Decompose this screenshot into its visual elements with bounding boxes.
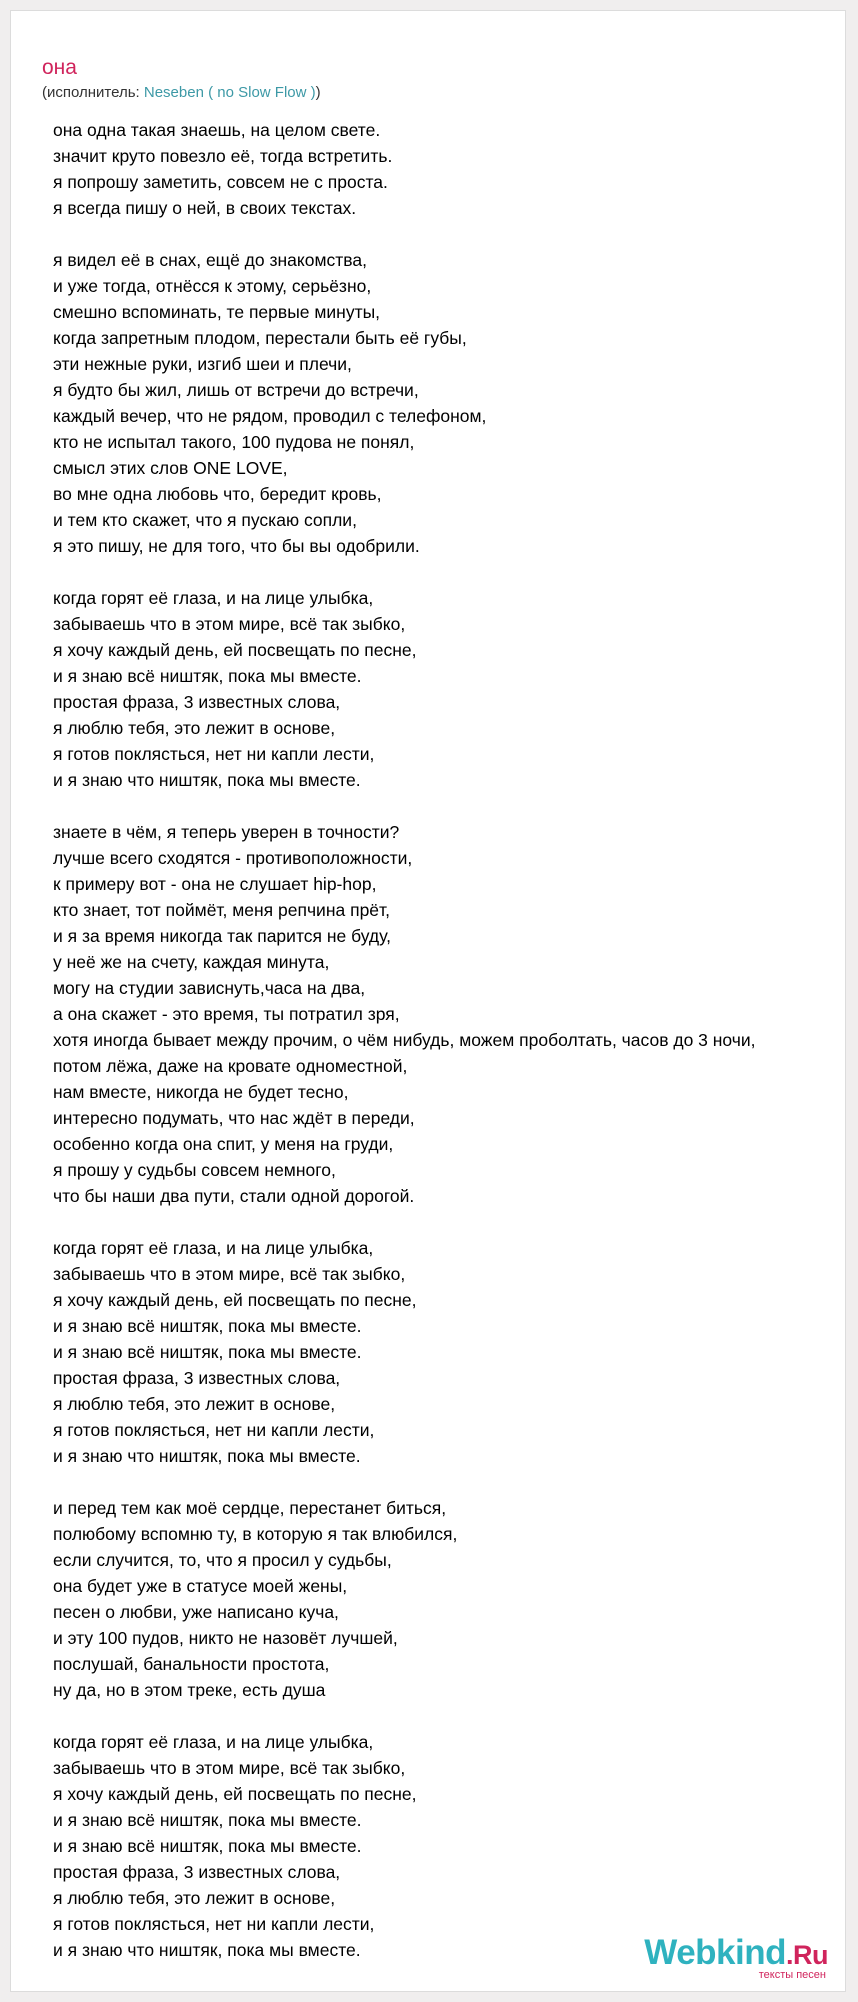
stanza-gap (53, 793, 858, 819)
artist-suffix: ) (315, 84, 321, 101)
lyric-line: забываешь что в этом мире, всё так зыбко, (53, 614, 406, 634)
logo-wordmark (644, 1935, 828, 1973)
lyric-line: и тем кто скажет, что я пускаю сопли, (53, 510, 357, 530)
lyric-line: я готов поклясться, нет ни капли лести, (53, 1914, 375, 1934)
artist-line (42, 84, 321, 102)
lyric-line: и я знаю всё ништяк, пока мы вместе. (53, 1810, 362, 1830)
lyric-line: простая фраза, 3 известных слова, (53, 1368, 341, 1388)
lyric-line: я хочу каждый день, ей посвещать по песне, (53, 1784, 417, 1804)
lyric-line: и уже тогда, отнёсся к этому, серьёзно, (53, 276, 372, 296)
lyric-line: интересно подумать, что нас ждёт в переди, (53, 1108, 415, 1128)
stanza-gap (53, 1703, 858, 1729)
lyric-line: я люблю тебя, это лежит в основе, (53, 718, 336, 738)
lyric-line: я готов поклясться, нет ни капли лести, (53, 1420, 375, 1440)
lyric-line: у неё же на счету, каждая минута, (53, 952, 330, 972)
lyric-line: я готов поклясться, нет ни капли лести, (53, 744, 375, 764)
song-title: она (42, 56, 77, 79)
stanza-gap (53, 559, 858, 585)
lyrics-body (53, 117, 858, 1963)
lyric-line: могу на студии зависнуть,часа на два, (53, 978, 366, 998)
lyric-line: хотя иногда бывает между прочим, о чём нибудь, можем проболтать, часов до 3 ночи, (53, 1030, 756, 1050)
lyric-line: когда горят её глаза, и на лице улыбка, (53, 1238, 374, 1258)
lyric-line: простая фраза, 3 известных слова, (53, 692, 341, 712)
lyric-line: к примеру вот - она не слушает hip-hop, (53, 874, 377, 894)
lyric-line: и перед тем как моё сердце, перестанет биться, (53, 1498, 447, 1518)
lyric-line: если случится, то, что я просил у судьбы, (53, 1550, 392, 1570)
lyric-line: когда запретным плодом, перестали быть её губы, (53, 328, 467, 348)
logo-tld: .Ru (786, 1940, 828, 1970)
page-card (10, 10, 846, 1992)
lyric-line: песен о любви, уже написано куча, (53, 1602, 339, 1622)
lyric-line: и я знаю всё ништяк, пока мы вместе. (53, 666, 362, 686)
lyric-line: я хочу каждый день, ей посвещать по песне, (53, 1290, 417, 1310)
lyric-line: кто не испытал такого, 100 пудова не понял, (53, 432, 415, 452)
lyric-line: что бы наши два пути, стали одной дорогой. (53, 1186, 415, 1206)
logo-name: Webkind (644, 1933, 786, 1972)
lyric-line: и я за время никогда так парится не буду, (53, 926, 391, 946)
lyric-line: и я знаю что ништяк, пока мы вместе. (53, 1446, 361, 1466)
lyric-line: и я знаю всё ништяк, пока мы вместе. (53, 1342, 362, 1362)
stanza-gap (53, 1209, 858, 1235)
lyric-line: эти нежные руки, изгиб шеи и плечи, (53, 354, 352, 374)
lyric-line: я люблю тебя, это лежит в основе, (53, 1888, 336, 1908)
lyric-line: знаете в чём, я теперь уверен в точности? (53, 822, 400, 842)
lyric-line: и я знаю что ништяк, пока мы вместе. (53, 1940, 361, 1960)
logo-tagline: тексты песен (758, 1969, 826, 1981)
lyric-line: забываешь что в этом мире, всё так зыбко, (53, 1264, 406, 1284)
lyric-line: я прошу у судьбы совсем немного, (53, 1160, 336, 1180)
stanza-gap (53, 221, 858, 247)
lyric-line: лучше всего сходятся - противоположности, (53, 848, 413, 868)
lyric-line: потом лёжа, даже на кровате одноместной, (53, 1056, 408, 1076)
lyric-line: она будет уже в статусе моей жены, (53, 1576, 348, 1596)
lyric-line: кто знает, тот поймёт, меня репчина прёт, (53, 900, 390, 920)
lyric-line: я попрошу заметить, совсем не с проста. (53, 172, 388, 192)
lyric-line: каждый вечер, что не рядом, проводил с телефоном, (53, 406, 487, 426)
lyric-line: послушай, банальности простота, (53, 1654, 330, 1674)
lyric-line: смысл этих слов ONE LOVE, (53, 458, 288, 478)
lyric-line: простая фраза, 3 известных слова, (53, 1862, 341, 1882)
lyric-line: ну да, но в этом треке, есть душа (53, 1680, 326, 1700)
lyric-line: особенно когда она спит, у меня на груди, (53, 1134, 394, 1154)
lyric-line: когда горят её глаза, и на лице улыбка, (53, 588, 374, 608)
lyric-line: забываешь что в этом мире, всё так зыбко, (53, 1758, 406, 1778)
lyric-line: она одна такая знаешь, на целом свете. (53, 120, 381, 140)
lyric-line: во мне одна любовь что, бередит кровь, (53, 484, 382, 504)
lyric-line: я видел её в снах, ещё до знакомства, (53, 250, 367, 270)
artist-link[interactable]: Neseben ( no Slow Flow ) (143, 84, 316, 101)
stanza-gap (53, 1469, 858, 1495)
lyric-line: полюбому вспомню ту, в которую я так влюбился, (53, 1524, 458, 1544)
lyric-line: смешно вспоминать, те первые минуты, (53, 302, 381, 322)
artist-prefix: (исполнитель: (42, 84, 144, 101)
lyric-line: и я знаю что ништяк, пока мы вместе. (53, 770, 361, 790)
lyric-line: я хочу каждый день, ей посвещать по песне, (53, 640, 417, 660)
lyric-line: когда горят её глаза, и на лице улыбка, (53, 1732, 374, 1752)
lyric-line: нам вместе, никогда не будет тесно, (53, 1082, 349, 1102)
lyric-line: и я знаю всё ништяк, пока мы вместе. (53, 1836, 362, 1856)
lyric-line: и я знаю всё ништяк, пока мы вместе. (53, 1316, 362, 1336)
lyric-line: и эту 100 пудов, никто не назовёт лучшей, (53, 1628, 398, 1648)
lyric-line: я будто бы жил, лишь от встречи до встречи, (53, 380, 419, 400)
lyric-line: я всегда пишу о ней, в своих текстах. (53, 198, 357, 218)
site-logo[interactable] (644, 1935, 828, 1981)
lyric-line: а она скажет - это время, ты потратил зря, (53, 1004, 400, 1024)
lyric-line: значит круто повезло её, тогда встретить. (53, 146, 393, 166)
lyric-line: я это пишу, не для того, что бы вы одобрили. (53, 536, 420, 556)
lyric-line: я люблю тебя, это лежит в основе, (53, 1394, 336, 1414)
